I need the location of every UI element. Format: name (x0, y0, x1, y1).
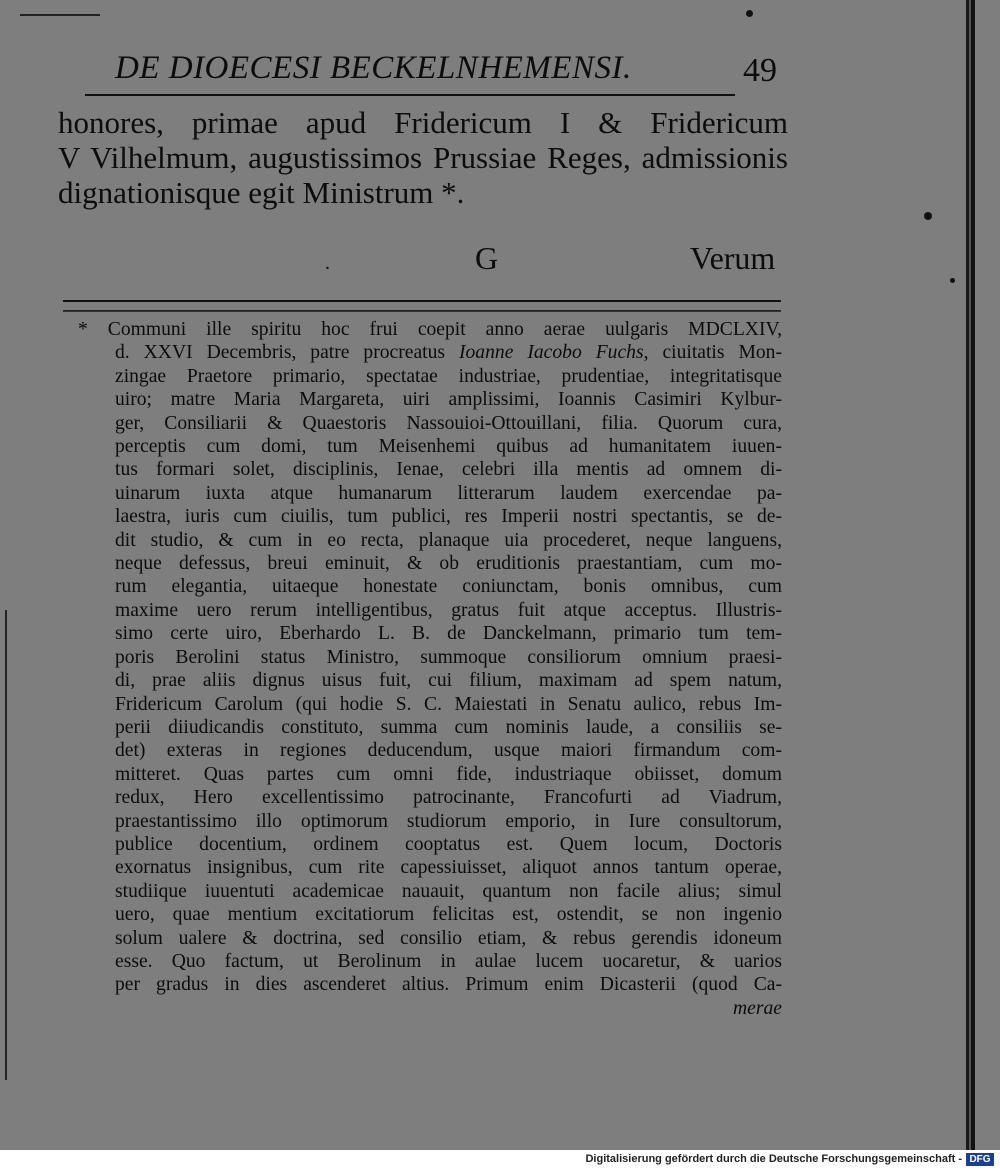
footnote-line: studiique iuuentuti academicae nauauit, quantum non facile alius; simul (115, 880, 782, 902)
signature-mark: G (475, 240, 499, 276)
footnote-separator (63, 300, 781, 311)
text-line: V Vilhelmum, augustissimos Prussiae Reges, admissionis (58, 140, 788, 175)
footnote-line: esse. Quo factum, ut Berolinum in aulae lucem uocaretur, & uarios (115, 950, 782, 972)
footnote-line: perceptis cum domi, tum Meisenhemi quibus ad humanitatem iuuen- (115, 436, 782, 458)
footnote (70, 318, 782, 1020)
page-edge-shadow (966, 0, 978, 1150)
footnote-line: tus formari solet, disciplinis, Ienae, celebri illa mentis ad omnem di- (115, 459, 782, 481)
footnote-line: uinarum iuxta atque humanarum litterarum laudem exercendae pa- (115, 482, 782, 504)
footnote-line: publice docentium, ordinem cooptatus est. Quem locum, Doctoris (115, 833, 782, 855)
footnote-line: laestra, iuris cum ciuilis, tum publici, res Imperii nostri spectantis, se de- (115, 506, 782, 528)
footnote-line: det) exteras in regiones deducendum, usque maiori firmandum com- (115, 740, 782, 762)
page-number: 49 (743, 52, 777, 89)
footnote-separator (63, 311, 781, 312)
footnote-line: ger, Consiliarii & Quaestoris Nassouioi-Ottouillani, filia. Quorum cura, (115, 412, 782, 434)
footnote-line: maxime uero rerum intelligentibus, gratus fuit atque acceptus. Illustris- (115, 599, 782, 621)
footnote-line: praestantissimo illo optimorum studiorum emporio, in Iure consultorum, (115, 810, 782, 832)
footnote-line: per gradus in dies ascenderet altius. Primum enim Dicasterii (quod Ca- (115, 974, 782, 996)
footnote-line: d. XXVI Decembris, patre procreatus Ioanne Iacobo Fuchs, ciuitatis Mon- (115, 342, 782, 364)
footnote-line: perii diiudicandis constituto, summa cum nominis laude, a consiliis se- (115, 716, 782, 738)
footnote-line: di, prae aliis dignus uisus fuit, cui filium, maximam ad spem natum, (115, 670, 782, 692)
footnote-line: uero, quae mentium excitatiorum felicitas est, ostendit, se non ingenio (115, 904, 782, 926)
footnote-line: exornatus insignibus, cum rite capessiuisset, aliquot annos tantum operae, (115, 857, 782, 879)
page-edge-shadow (5, 610, 7, 1080)
catchword: Verum (690, 240, 776, 276)
footnote-line: solum ualere & doctrina, sed consilio etiam, & rebus gerendis idoneum (115, 927, 782, 949)
footnote-line: redux, Hero excellentissimo patrocinante, Francofurti ad Viadrum, (115, 787, 782, 809)
footnote-line: poris Berolini status Ministro, summoque consiliorum omnium praesi- (115, 646, 782, 668)
scan-speck (924, 212, 932, 220)
footnote-line: uiro; matre Maria Margareta, uiri amplissimi, Ioannis Casimiri Kylbur- (115, 389, 782, 411)
text-line: dignationisque egit Ministrum *. (58, 175, 465, 210)
scan-artifact-line (20, 14, 100, 16)
main-text (58, 105, 788, 210)
footnote-line: * Communi ille spiritu hoc frui coepit anno aerae uulgaris MDCLXIV, (78, 319, 782, 340)
footnote-line: dit studio, & cum in eo recta, planaque uia procederet, neque languens, (115, 529, 782, 551)
running-header (115, 50, 785, 100)
footnote-catchword: merae (733, 997, 782, 1019)
scan-speck (746, 10, 753, 17)
credit-text: Digitalisierung gefördert durch die Deutsche Forschungsgemeinschaft - (585, 1153, 962, 1165)
footnote-line: Fridericum Carolum (qui hodie S. C. Maiestati in Senatu aulico, rebus Im- (115, 693, 782, 715)
catchline-dot: . (325, 252, 330, 274)
text-line: honores, primae apud Fridericum I & Fridericum (58, 105, 788, 140)
footnote-line: rum elegantia, uitaeque honestate coniunctam, bonis omnibus, cum (115, 576, 782, 598)
footnote-line: mitteret. Quas partes cum omni fide, industriaque obiisset, domum (115, 763, 782, 785)
footnote-line: neque defessus, breui eminuit, & ob eruditionis praestantiam, cum mo- (115, 553, 782, 575)
header-rule (85, 94, 735, 96)
digitization-credit-bar (0, 1150, 1000, 1170)
running-title: DE DIOECESI BECKELNHEMENSI. (115, 50, 632, 86)
scan-speck (950, 278, 955, 283)
footnote-line: zingae Praetore primario, spectatae industriae, prudentiae, integritatisque (115, 365, 782, 387)
footnote-line: simo certe uiro, Eberhardo L. B. de Danckelmann, primario tum tem- (115, 623, 782, 645)
dfg-logo: DFG (966, 1153, 994, 1166)
